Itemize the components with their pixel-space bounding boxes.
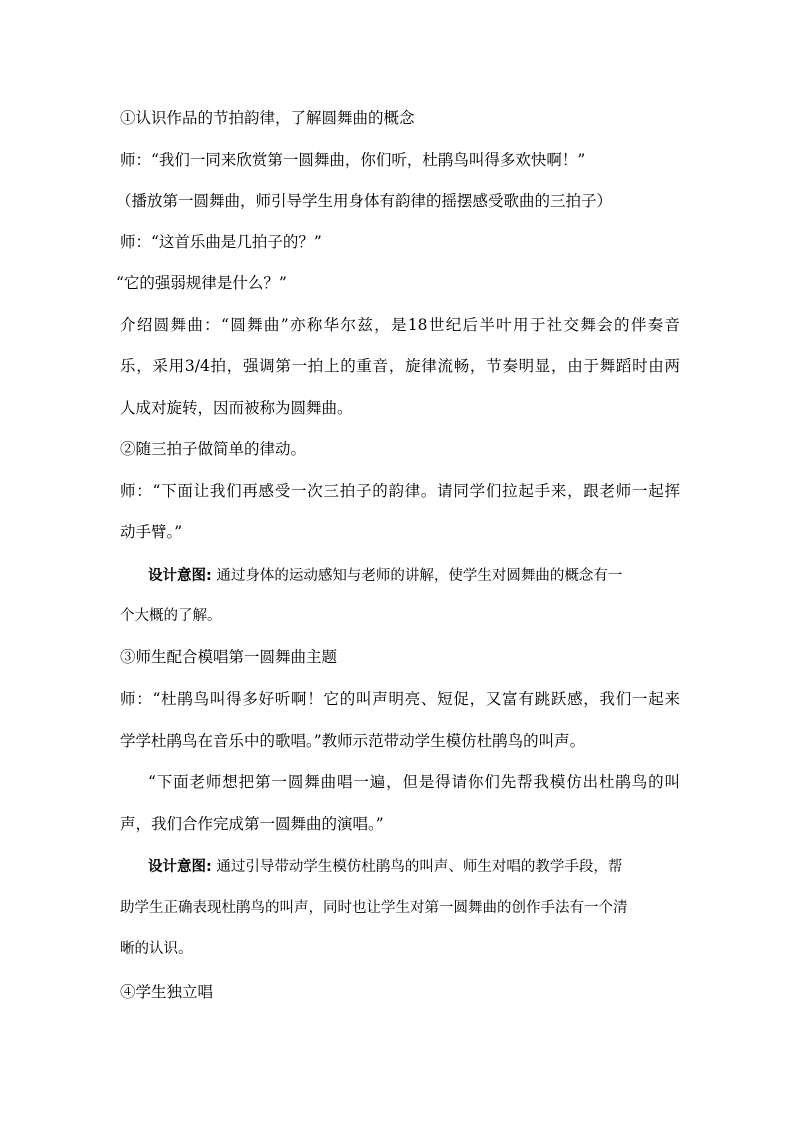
design-intent-line: [148, 566, 680, 586]
design-intent-label: 设计意图:: [148, 859, 212, 875]
section2-heading: ②随三拍子做简单的律动。: [120, 440, 307, 458]
design-intent-line: 助学生正确表现杜鹃鸟的叫声，同时也让学生对第一圆舞曲的创作手法有一个清: [120, 900, 628, 916]
teacher-dialogue-line: 动手臂。”: [120, 523, 183, 541]
intro-paragraph-line: 人成对旋转，因而被称为圆舞曲。: [120, 399, 353, 417]
design-intent-line: 个大概的了解。: [120, 608, 222, 624]
design-intent-text: 通过引导带动学生模仿杜鹃鸟的叫声、师生对唱的教学手段，帮: [216, 859, 623, 875]
intro-paragraph-line: 乐，采用3/4拍，强调第一拍上的重音，旋律流畅，节奏明显，由于舞蹈时由两: [120, 357, 680, 375]
intro-paragraph-line: 介绍圆舞曲：“圆舞曲”亦称华尔兹，是18世纪后半叶用于社交舞会的伴奏音: [120, 316, 680, 334]
section1-heading: ①认识作品的节拍韵律，了解圆舞曲的概念: [120, 109, 415, 127]
stage-direction-line: （播放第一圆舞曲，师引导学生用身体有韵律的摇摆感受歌曲的三拍子）: [116, 192, 613, 210]
teacher-dialogue-line: 师：“杜鹃鸟叫得多好听啊！它的叫声明亮、短促，又富有跳跃感，我们一起来: [120, 690, 680, 708]
teacher-dialogue-line: 师：“我们一同来欣赏第一圆舞曲，你们听，杜鹃鸟叫得多欢快啊！”: [120, 151, 586, 169]
teacher-dialogue-line: 师：“这首乐曲是几拍子的？”: [120, 233, 322, 251]
section3-heading: ③师生配合模唱第一圆舞曲主题: [120, 648, 338, 666]
teacher-dialogue-line: 学学杜鹃鸟在音乐中的歌唱。”教师示范带动学生模仿杜鹃鸟的叫声。: [120, 732, 586, 750]
section4-heading: ④学生独立唱: [120, 983, 214, 1001]
question-line: “它的强弱规律是什么？”: [116, 274, 287, 292]
design-intent-line: [148, 857, 680, 877]
design-intent-text: 通过身体的运动感知与老师的讲解，使学生对圆舞曲的概念有一: [216, 568, 623, 584]
teacher-dialogue-line: “下面老师想把第一圆舞曲唱一遍，但是得请你们先帮我模仿出杜鹃鸟的叫: [148, 773, 680, 791]
design-intent-line: 晰的认识。: [120, 941, 193, 957]
design-intent-label: 设计意图:: [148, 568, 212, 584]
teacher-dialogue-line: 师：“下面让我们再感受一次三拍子的韵律。请同学们拉起手来，跟老师一起挥: [120, 482, 680, 500]
teacher-dialogue-line: 声，我们合作完成第一圆舞曲的演唱。”: [120, 815, 384, 833]
